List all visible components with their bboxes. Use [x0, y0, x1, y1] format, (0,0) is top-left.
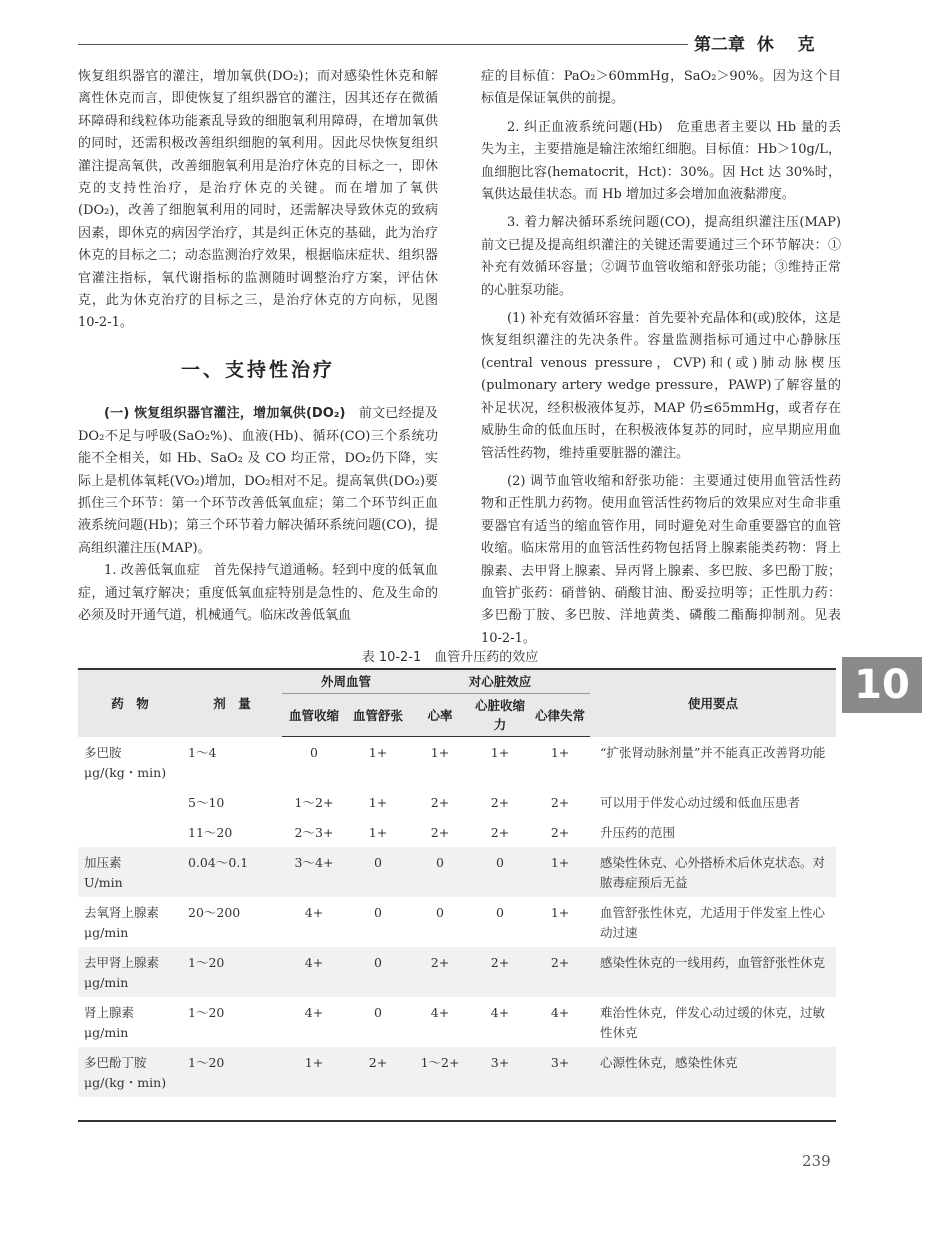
key-point-note: 升压药的范围 [600, 824, 676, 840]
header-rule [78, 44, 688, 45]
right-column [481, 66, 855, 650]
dose-value: 1～4 [188, 744, 217, 760]
subsection-heading: (一) 恢复组织器官灌注，增加氧供(DO₂) [104, 406, 346, 422]
header-heart-rate: 心率 [410, 694, 470, 737]
contractility-value: 0 [496, 904, 504, 920]
heart-rate-value: 2+ [410, 947, 470, 997]
left-column [78, 66, 438, 627]
vasodilation-value: 0 [346, 947, 410, 997]
vasoconstriction-value: 4+ [304, 904, 324, 920]
arrhythmia-value: 1+ [550, 904, 570, 920]
drug-name: 去甲肾上腺素 [84, 954, 160, 970]
dose-unit: μg/(kg・min) [84, 764, 167, 780]
contractility-value: 0 [470, 847, 530, 897]
arrhythmia-value: 1+ [550, 745, 570, 760]
chapter-tab: 10 [842, 657, 922, 713]
drug-name: 加压素 [84, 854, 122, 870]
page-number: 239 [802, 1152, 831, 1170]
vasodilation-value: 0 [346, 847, 410, 897]
contractility-value: 2+ [470, 947, 530, 997]
vasoconstriction-value: 1+ [282, 1047, 346, 1097]
heart-rate-value: 1～2+ [410, 1047, 470, 1097]
vasoconstriction-value: 1～2+ [294, 794, 334, 810]
key-point-note: 心源性休克，感染性休克 [590, 1047, 836, 1097]
heart-rate-value: 1+ [430, 745, 450, 760]
contractility-value: 4+ [490, 1004, 510, 1020]
table-row [78, 1047, 836, 1097]
vasoconstriction-value: 2～3+ [294, 824, 334, 840]
vasoconstriction-value: 0 [310, 745, 318, 760]
drug-name: 肾上腺素 [84, 1004, 135, 1020]
right-paragraph-4: (1) 补充有效循环容量：首先要补充晶体和(或)胶体，这是恢复组织灌注的先决条件。容量监测指标可通过中心静脉压(central venous pressure，CVP)和(或)肺动脉楔压(pulmonary artery wedge pressure，PAWP)了解容量的补足状况，经积极液体复苏，MAP 仍≤65mmHg，或者存在威胁生命的低血压时，在积极液体复苏的同时，应早期应用血管活性药物，维持重要脏器的灌注。 [481, 311, 841, 461]
heart-rate-value: 0 [410, 847, 470, 897]
key-point-note: 可以用于伴发心动过缓和低血压患者 [600, 794, 801, 810]
dose-unit: μg/min [84, 924, 129, 940]
arrhythmia-value: 4+ [550, 1004, 570, 1020]
header-peripheral-group: 外周血管 [282, 670, 410, 694]
heart-rate-value: 0 [436, 904, 444, 920]
table-row [78, 787, 836, 817]
key-point-note: 感染性休克的一线用药，血管舒张性休克 [590, 947, 836, 997]
right-paragraph-5: (2) 调节血管收缩和舒张功能：主要通过使用血管活性药物和正性肌力药物。使用血管活性药物后的效果应对生命非重要器官有适当的缩血管作用，同时避免对生命重要器官的血管收缩。临床常用的血管活性药物包括肾上腺素能类药物：肾上腺素、去甲肾上腺素、异丙肾上腺素、多巴胺、多巴酚丁胺；血管扩张药：硝普钠、硝酸甘油、酚妥拉明等；正性肌力药：多巴酚丁胺、多巴胺、洋地黄类、磷酸二酯酶抑制剂。见表 10-2-1。 [481, 473, 841, 646]
dose-unit: μg/min [84, 974, 129, 990]
dose-unit: μg/min [84, 1024, 129, 1040]
drug-name: 去氧肾上腺素 [84, 904, 160, 920]
vasodilation-value: 2+ [346, 1047, 410, 1097]
key-point-note: 难治性休克，伴发心动过缓的休克，过敏性休克 [600, 1004, 826, 1040]
dose-value: 0.04～0.1 [182, 847, 282, 897]
header-vasoconstriction: 血管收缩 [282, 694, 346, 737]
dose-unit: μg/(kg・min) [84, 1074, 167, 1090]
dose-value: 11～20 [188, 824, 233, 840]
chapter-title: 第二章 休 克 [694, 35, 815, 55]
vasopressor-table [78, 668, 836, 1122]
dose-value: 5～10 [188, 794, 225, 810]
key-point-note: “扩张肾动脉剂量”并不能真正改善肾功能 [600, 744, 826, 760]
dose-value: 1～20 [182, 1047, 282, 1097]
contractility-value: 1+ [490, 745, 510, 760]
left-paragraph-3: 1. 改善低氧血症 首先保持气道通畅。轻到中度的低氧血症，通过氧疗解决；重度低氧血症特别是急性的、危及生命的必须及时开通气道，机械通气。临床改善低氧血 [78, 563, 438, 623]
contractility-value: 2+ [490, 794, 510, 810]
arrhythmia-value: 3+ [530, 1047, 590, 1097]
table-caption: 表 10-2-1 血管升压药的效应 [361, 650, 539, 665]
right-paragraph-3: 3. 着力解决循环系统问题(CO)，提高组织灌注压(MAP) 前文已提及提高组织灌注的关键还需要通过三个环节解决：①补充有效循环容量；②调节血管收缩和舒张功能；③维持正常的心脏泵功能。 [481, 215, 855, 298]
left-paragraph-1: 恢复组织器官的灌注，增加氧供(DO₂)；而对感染性休克和解离性休克而言，即使恢复了组织器官的灌注，因其还存在微循环障碍和线粒体功能紊乱导致的细胞氧利用障碍，在增加氧供的同时，还需积极改善组织细胞的氧利用。因此尽快恢复组织灌注提高氧供，改善细胞氧利用是治疗休克的目标之一，即休克的支持性治疗，是治疗休克的关键。而在增加了氧供(DO₂)，改善了细胞氧利用的同时，还需解决导致休克的致病因素，即休克的病因学治疗，其是纠正休克的基础，此为治疗休克的目标之二；动态监测治疗效果，根据临床症状、组织器官灌注指标，氧代谢指标的监测随时调整治疗方案，评估休克，此为休克治疗的目标之三，是治疗休克的方向标，见图 10-2-1。 [78, 69, 438, 331]
vasodilation-value: 0 [374, 1004, 382, 1020]
drug-name: 多巴酚丁胺 [84, 1054, 147, 1070]
header-drug: 药 物 [78, 670, 182, 737]
key-point-note: 血管舒张性休克，尤适用于伴发室上性心动过速 [600, 904, 826, 940]
header-contractility: 心脏收缩力 [470, 694, 530, 737]
contractility-value: 2+ [490, 824, 510, 840]
header-cardiac-group: 对心脏效应 [410, 670, 590, 694]
section-title: 一、支持性治疗 [180, 358, 335, 381]
arrhythmia-value: 2+ [550, 824, 570, 840]
header-key-points: 使用要点 [590, 670, 836, 737]
table-row [78, 947, 836, 997]
arrhythmia-value: 2+ [530, 947, 590, 997]
vasoconstriction-value: 4+ [282, 947, 346, 997]
drug-name: 多巴胺 [84, 744, 122, 760]
left-paragraph-2-body: 前文已经提及DO₂不足与呼吸(SaO₂%)、血液(Hb)、循环(CO)三个系统功能不全相关，如 Hb、SaO₂ 及 CO 均正常，DO₂仍下降，实际上是机体氧耗(VO₂)增加，DO₂相对不足。提高氧供(DO₂)要抓住三个环节：第一个环节改善低氧血症；第二个环节纠正血液系统问题(Hb)；第三个环节着力解决循环系统问题(CO)，提高组织灌注压(MAP)。 [78, 406, 438, 556]
dose-value: 1～20 [182, 947, 282, 997]
key-point-note: 感染性休克、心外搭桥术后休克状态。对脓毒症预后无益 [590, 847, 836, 897]
table-row [78, 737, 836, 787]
table-row [78, 847, 836, 897]
heart-rate-value: 4+ [430, 1004, 450, 1020]
header-arrhythmia: 心律失常 [530, 694, 590, 737]
arrhythmia-value: 1+ [530, 847, 590, 897]
vasodilation-value: 1+ [368, 745, 388, 760]
vasoconstriction-value: 4+ [304, 1004, 324, 1020]
arrhythmia-value: 2+ [550, 794, 570, 810]
left-paragraph-2 [78, 403, 438, 560]
header-dose: 剂 量 [182, 670, 282, 737]
right-paragraph-2: 2. 纠正血液系统问题(Hb) 危重患者主要以 Hb 量的丢失为主，主要措施是输注浓缩红细胞。目标值：Hb＞10g/L，血细胞比容(hematocrit，Hct)：30%。因 Hct 达 30%时，氧供达最佳状态。而 Hb 增加过多会增加血液黏滞度。 [481, 119, 841, 203]
heart-rate-value: 2+ [430, 824, 450, 840]
dose-value: 1～20 [188, 1004, 225, 1020]
vasodilation-value: 1+ [368, 824, 388, 840]
table-row [78, 897, 836, 947]
header-vasodilation: 血管舒张 [346, 694, 410, 737]
right-paragraph-1: 症的目标值：PaO₂＞60mmHg，SaO₂＞90%。因为这个目标值是保证氧供的前提。 [481, 69, 841, 107]
vasodilation-value: 1+ [368, 794, 388, 810]
contractility-value: 3+ [470, 1047, 530, 1097]
vasoconstriction-value: 3～4+ [282, 847, 346, 897]
dose-unit: U/min [84, 874, 123, 890]
heart-rate-value: 2+ [430, 794, 450, 810]
table-row [78, 997, 836, 1047]
dose-value: 20～200 [188, 904, 241, 920]
vasodilation-value: 0 [374, 904, 382, 920]
table-row [78, 817, 836, 847]
